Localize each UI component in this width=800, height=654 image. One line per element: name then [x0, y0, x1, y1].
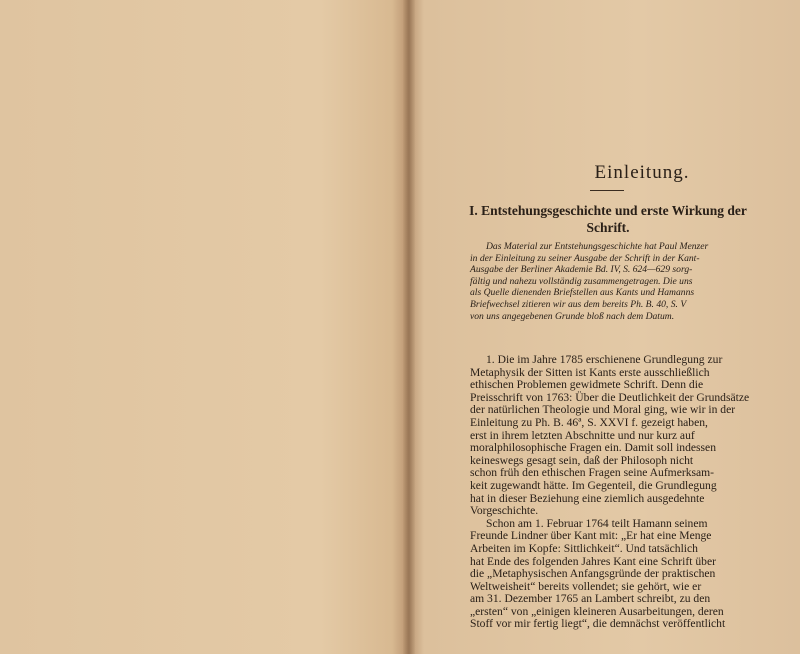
paragraph-1-line: hat in dieser Beziehung eine ziemlich ausgedehnte: [470, 491, 705, 505]
paragraph-1-line: Einleitung zu Ph. B. 46ª, S. XXVI f. gezeigt haben,: [470, 415, 708, 429]
paragraph-1-line: keit zugewandt hätte. Im Gegenteil, die Grundlegung: [470, 478, 717, 492]
paragraph-2-line: die „Metaphysischen Anfangsgründe der praktischen: [470, 567, 716, 581]
paragraph-1-line: Preisschrift von 1763: Über die Deutlichkeit der Grundsätze: [470, 390, 750, 404]
section-title: I. Entstehungsgeschichte und erste Wirkung der Schrift.: [469, 203, 747, 235]
paragraph-2-line: hat Ende des folgenden Jahres Kant eine Schrift über: [470, 554, 716, 568]
paragraph-1-line: schon früh den ethischen Fragen seine Aufmerksam-: [470, 466, 715, 480]
note-line: Briefwechsel zitieren wir aus dem bereits Ph. B. 40, S. V: [470, 298, 687, 310]
paragraph-1-line: keineswegs gesagt sein, daß der Philosoph nicht: [470, 453, 694, 467]
paragraph-2-line: Weltweisheit“ bereits vollendet; sie gehört, wie er: [470, 579, 702, 593]
paragraph-2-line: „ersten“ von „einigen kleineren Ausarbeitungen, deren: [470, 604, 724, 618]
right-page: [412, 0, 800, 654]
paragraph-2-line: am 31. Dezember 1765 an Lambert schreibt, zu den: [470, 592, 711, 606]
paragraph-1-line: moralphilosophische Fragen ein. Damit soll indessen: [470, 441, 717, 455]
heading-rule: [590, 190, 624, 191]
note-line: als Quelle dienenden Briefstellen aus Kants und Hamanns: [470, 287, 695, 299]
note-line: in der Einleitung zu seiner Ausgabe der Schrift in der Kant-: [470, 252, 700, 264]
source-note: [470, 241, 768, 322]
paragraph-2-line: Schon am 1. Februar 1764 teilt Hamann seinem: [486, 516, 708, 530]
note-line: fältig und nahezu vollständig zusammengetragen. Die uns: [470, 275, 693, 287]
paragraph-1-line: Vorgeschichte.: [470, 504, 539, 518]
body-text: [470, 354, 768, 631]
note-line: von uns angegebenen Grunde bloß nach dem Datum.: [470, 310, 675, 322]
paragraph-2-line: Stoff vor mir fertig liegt“, die demnächst veröffentlicht: [470, 617, 726, 631]
note-line: Ausgabe der Berliner Akademie Bd. IV, S. 624—629 sorg-: [470, 264, 693, 276]
paragraph-1-line: ethischen Problemen gewidmete Schrift. Denn die: [470, 378, 704, 392]
paragraph-2-line: Arbeiten im Kopfe: Sittlichkeit“. Und tatsächlich: [470, 541, 698, 555]
paragraph-1-line: Metaphysik der Sitten ist Kants erste ausschließlich: [470, 365, 710, 379]
paragraph-2-line: Freunde Lindner über Kant mit: „Er hat eine Menge: [470, 529, 712, 543]
paragraph-1-line: der natürlichen Theologie und Moral ging, wie wir in der: [470, 403, 736, 417]
note-line: Das Material zur Entstehungsgeschichte hat Paul Menzer: [486, 241, 709, 252]
chapter-heading: Einleitung.: [594, 162, 690, 183]
paragraph-1-line: erst in ihrem letzten Abschnitte und nur kurz auf: [470, 428, 695, 442]
paragraph-1-line: 1. Die im Jahre 1785 erschienene Grundlegung zur: [486, 353, 723, 366]
